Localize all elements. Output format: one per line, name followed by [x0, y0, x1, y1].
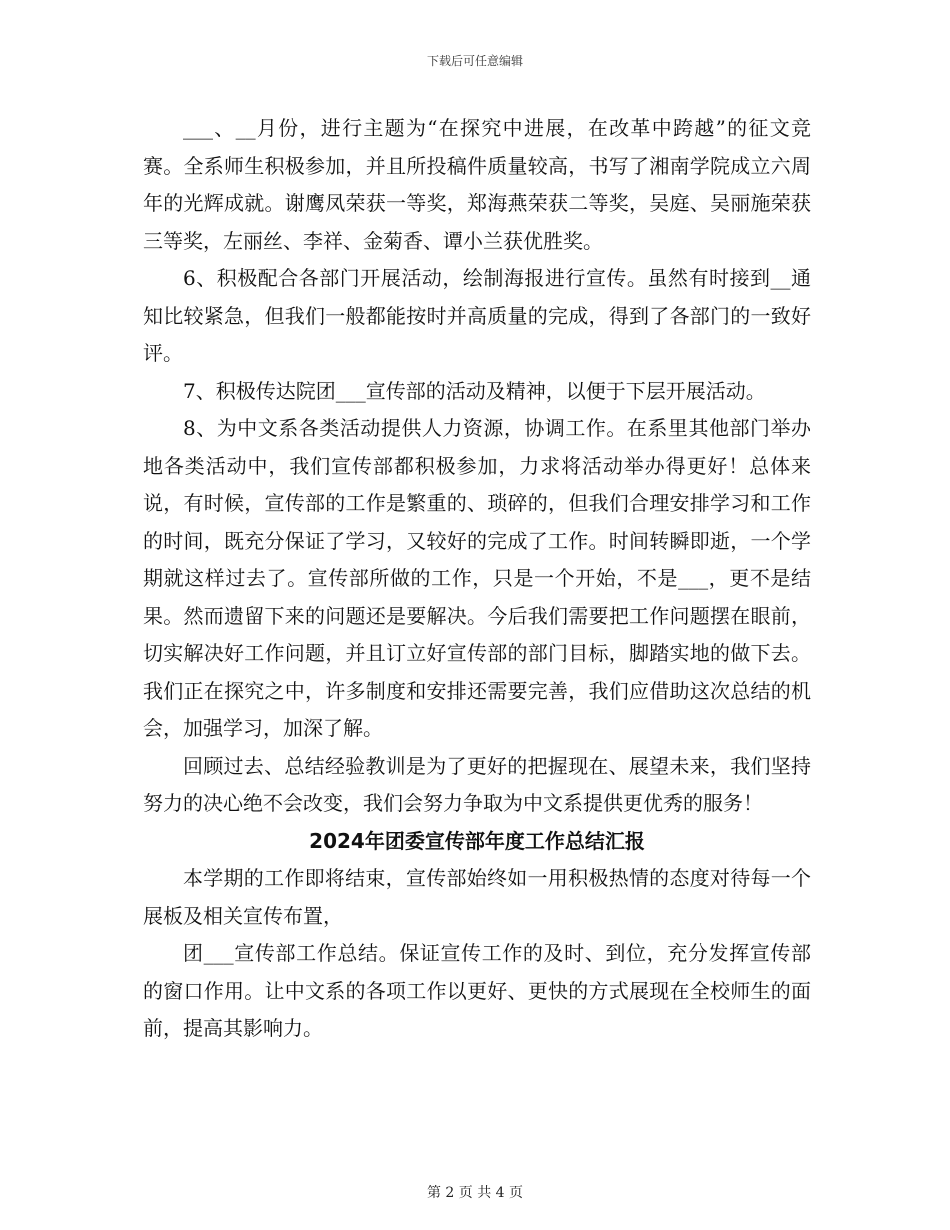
section-title: 2024年团委宣传部年度工作总结汇报: [309, 828, 645, 853]
document-body: [143, 110, 811, 1048]
paragraph: 6、积极配合各部门开展活动，绘制海报进行宣传。虽然有时接到__通知比较紧急，但我们一般都能按时并高质量的完成，得到了各部门的一致好评。: [143, 266, 811, 365]
page-footer: 第 2 页 共 4 页: [426, 1185, 524, 1201]
paragraph: 本学期的工作即将结束，宣传部始终如一用积极热情的态度对待每一个展板及相关宣传布置，: [143, 866, 811, 928]
paragraph: 团___宣传部工作总结。保证宣传工作的及时、到位，充分发挥宣传部的窗口作用。让中文系的各项工作以更好、更快的方式展现在全校师生的面前，提高其影响力。: [143, 941, 811, 1040]
paragraph: ___、__月份，进行主题为“在探究中进展，在改革中跨越”的征文竞赛。全系师生积极参加，并且所投稿件质量较高，书写了湘南学院成立六周年的光辉成就。谢鹰凤荣获一等奖，郑海燕荣获二等奖，吴庭、吴丽施荣获三等奖，左丽丝、李祥、金菊香、谭小兰获优胜奖。: [143, 116, 811, 253]
page-header: 下载后可任意编辑: [426, 54, 523, 68]
paragraph: 回顾过去、总结经验教训是为了更好的把握现在、展望未来，我们坚持努力的决心绝不会改变，我们会努力争取为中文系提供更优秀的服务！: [143, 753, 811, 815]
paragraph: 8、为中文系各类活动提供人力资源，协调工作。在系里其他部门举办地各类活动中，我们宣传部都积极参加，力求将活动举办得更好！总体来说，有时候，宣传部的工作是繁重的、琐碎的，但我们合理安排学习和工作的时间，既充分保证了学习，又较好的完成了工作。时间转瞬即逝，一个学期就这样过去了。宣传部所做的工作，只是一个开始，不是___，更不是结果。然而遗留下来的问题还是要解决。今后我们需要把工作问题摆在眼前，切实解决好工作问题，并且订立好宣传部的部门目标，脚踏实地的做下去。我们正在探究之中，许多制度和安排还需要完善，我们应借助这次总结的机会，加强学习，加深了解。: [143, 416, 811, 740]
paragraph: 7、积极传达院团___宣传部的活动及精神，以便于下层开展活动。: [183, 378, 766, 403]
